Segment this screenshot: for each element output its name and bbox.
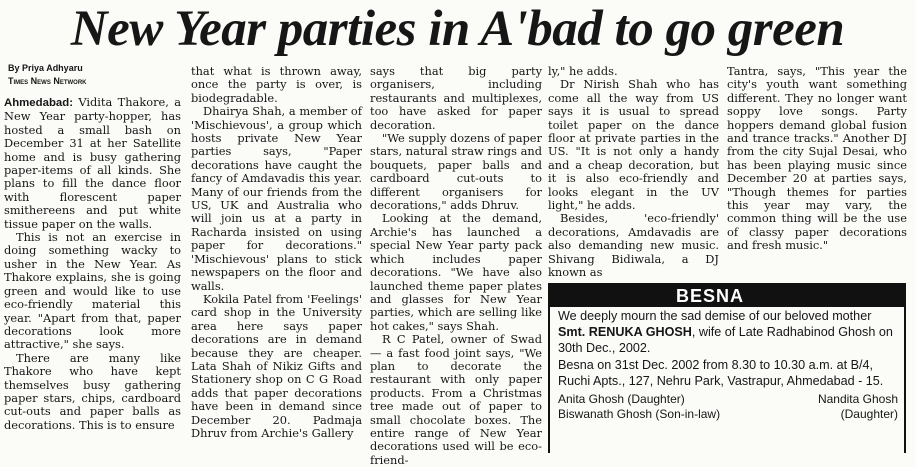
paragraph: This is not an exercise in doing something wacky to usher in the New Year. As Thakore explains, she is going green and would like to use eco-friendly material this year. "Apart from that, paper decorations look more attractive," she says.: [4, 230, 181, 352]
paragraph: R C Patel, owner of Swad — a fast food joint says, "We plan to decorate the restaurant with only paper products. From a Christmas tree made out of paper to small chocolate boxes. The entire range of New Year decorations used will be eco-friend-: [370, 332, 542, 467]
family-member: Biswanath Ghosh (Son-in-law): [558, 406, 721, 421]
paragraph: Dhairya Shah, a member of 'Mischievous', a group which hosts private New Year parties says, "Paper decorations have caught the fancy of Amdavadis this year. Many of our friends from the US, UK and Australia who will join us at a party in Racharda insisted on using paper for decorations." 'Mischievous' plans to stick newspapers on the floor and walls.: [191, 104, 362, 293]
paragraph: "We supply dozens of paper stars, natural straw rings and bouquets, paper balls and cardboard cut-outs to different organisers for decorations," adds Dhruv.: [370, 131, 542, 213]
headline: New Year parties in A'bad to go green: [70, 1, 845, 57]
besna-address: Besna on 31st Dec. 2002 from 8.30 to 10.30 a.m. at B/4, Ruchi Apts., 127, Nehru Park, Vastrapur, Ahmedabad - 15.: [558, 358, 884, 389]
lead-paragraph: [4, 96, 181, 231]
besna-title: BESNA: [550, 285, 904, 307]
article-column-4: [548, 65, 719, 280]
besna-announcement: [558, 309, 898, 356]
article-column-3: [370, 65, 542, 467]
byline: [8, 62, 168, 88]
besna-line1-pre: We deeply mourn the sad demise of our beloved mother: [558, 309, 872, 323]
besna-notice: [548, 283, 906, 453]
paragraph: Looking at the demand, Archie's has launched a special New Year party pack which includes paper decorations. "We have also launched theme paper plates and glasses for New Year parties, which are selling like hot cakes," says Shah.: [370, 211, 542, 333]
besna-body: [550, 307, 904, 422]
paragraph: Besides, 'eco-friendly' decorations, Amdavadis are also demanding new music. Shivang Bidiwala, a DJ known as: [548, 211, 719, 280]
paragraph: Dr Nirish Shah who has come all the way from US says it is usual to spread toilet paper on the dance floor at private parties in the US. "It is not only a handy and a cheap decoration, but it is also eco-friendly and looks elegant in the UV light," he adds.: [548, 77, 719, 213]
besna-family-row: [558, 392, 898, 407]
family-member: Nandita Ghosh: [817, 391, 898, 406]
paragraph: Kokila Patel from 'Feelings' card shop in the University area here says paper decorations are in demand because they are cheaper. Lata Shah of Nikiz Gifts and Stationery shop on C G Road adds that paper decorations have been in demand since December 20. Padmaja Dhruv from Archie's Gallery: [191, 291, 362, 440]
article-column-1: [4, 96, 181, 432]
lead-text: Vidita Thakore, a New Year party-hopper, has hosted a small bash on December 31 at her Satellite home and is busy gathering paper-items of all kinds. She plans to fill the dance floor with florescent paper smithereens and put white tissue paper on the walls.: [4, 95, 182, 231]
family-member: Anita Ghosh (Daughter): [558, 391, 685, 406]
paragraph: that what is thrown away, once the party is over, is biodegradable.: [191, 64, 362, 105]
byline-author: By Priya Adhyaru: [8, 63, 83, 73]
paragraph: There are many like Thakore who have kept themselves busy gathering paper stars, chips, cardboard cut-outs and paper balls as decorations. This is to ensure: [4, 350, 181, 432]
byline-network: Times News Network: [8, 76, 87, 86]
paragraph: Tantra, says, "This year the city's youth want something different. They no longer want soppy love songs. Party hoppers demand global fusion and trance tracks." Another DJ from the city Sujal Desai, who has been playing music since December 20 at parties says, "Though themes for parties this year may vary, the common thing will be the use of classy paper decorations and fresh music.": [727, 64, 907, 253]
besna-line1-post: , wife of Late Radhabinod Ghosh on 30th Dec., 2002.: [558, 324, 893, 355]
besna-family-row: [558, 407, 898, 422]
paragraph: says that big party organisers, including restaurants and multiplexes, too have asked for paper decoration.: [370, 64, 542, 132]
family-member: (Daughter): [840, 406, 898, 421]
besna-mother-name: Smt. RENUKA GHOSH: [558, 324, 692, 339]
article-column-5: [727, 65, 907, 253]
article-column-2: [191, 65, 362, 440]
dateline: Ahmedabad:: [4, 97, 73, 109]
paragraph: ly," he adds.: [548, 64, 618, 78]
